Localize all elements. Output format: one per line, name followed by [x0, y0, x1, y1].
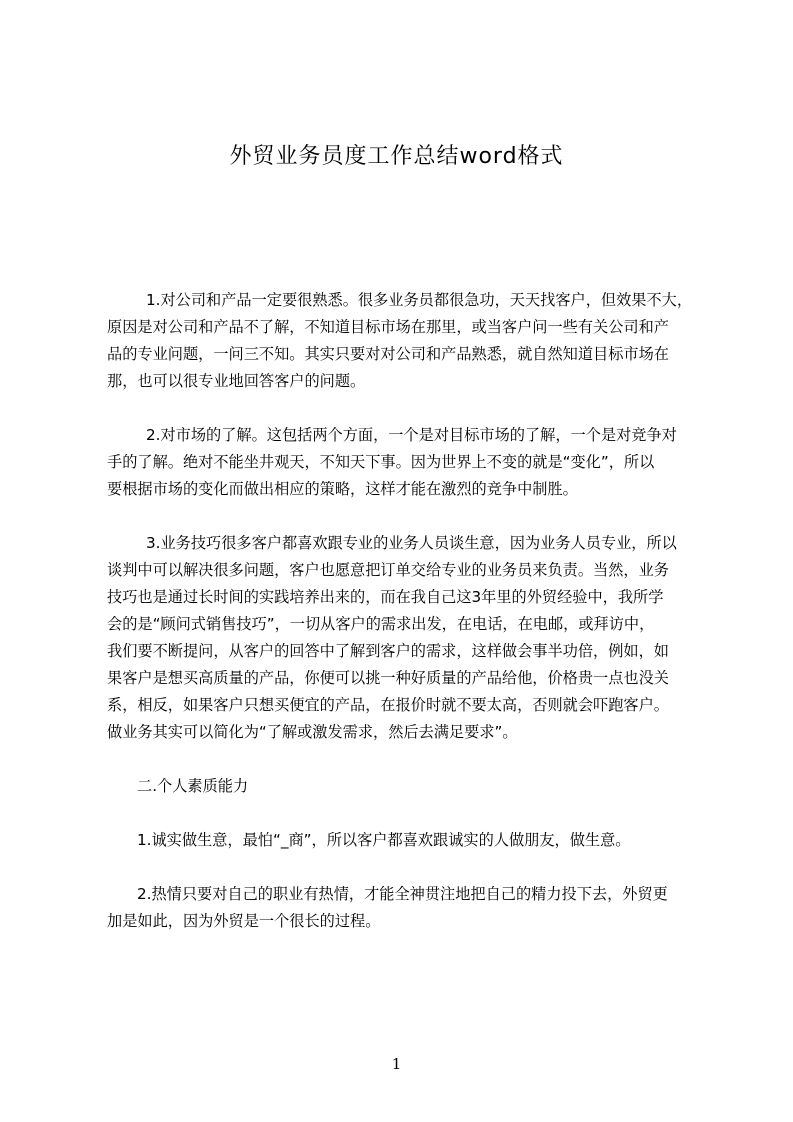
paragraph-1-line-3: 品的专业问题，一问三不知。其实只要对对公司和产品熟悉，就自然知道目标市场在	[107, 345, 669, 363]
paragraph-3-line-1: 3.业务技巧很多客户都喜欢跟专业的业务人员谈生意，因为业务人员专业，所以	[146, 534, 677, 552]
page-number: 1	[391, 1055, 402, 1073]
paragraph-3-line-7: 系，相反，如果客户只想买便宜的产品，在报价时就不要太高，否则就会吓跑客户。	[107, 696, 669, 714]
paragraph-2-line-3: 要根据市场的变化而做出相应的策略，这样才能在激烈的竞争中制胜。	[107, 480, 578, 498]
paragraph-6-line-2: 加是如此，因为外贸是一个很长的过程。	[107, 912, 381, 930]
paragraph-3-line-2: 谈判中可以解决很多问题，客户也愿意把订单交给专业的业务员来负责。当然，业务	[107, 561, 669, 579]
paragraph-3-line-8: 做业务其实可以简化为“了解或激发需求，然后去满足要求”。	[107, 723, 518, 741]
paragraph-3-line-3: 技巧也是通过长时间的实践培养出来的，而在我自己这3年里的外贸经验中，我所学	[107, 588, 664, 606]
paragraph-6-line-1: 2.热情只要对自己的职业有热情，才能全神贯注地把自己的精力投下去，外贸更	[137, 885, 668, 903]
paragraph-3-line-6: 果客户是想买高质量的产品，你便可以挑一种好质量的产品给他，价格贵一点也没关	[107, 669, 669, 687]
paragraph-2-line-1: 2.对市场的了解。这包括两个方面，一个是对目标市场的了解，一个是对竞争对	[146, 426, 677, 444]
document-title: 外贸业务员度工作总结word格式	[229, 144, 564, 169]
section-heading: 二.个人素质能力	[137, 777, 249, 795]
paragraph-1-line-2: 原因是对公司和产品不了解，不知道目标市场在那里，或当客户问一些有关公司和产	[107, 318, 669, 336]
paragraph-3-line-4: 会的是“顾问式销售技巧”，一切从客户的需求出发，在电话，在电邮，或拜访中，	[107, 615, 655, 633]
paragraph-2-line-2: 手的了解。绝对不能坐井观天，不知天下事。因为世界上不变的就是“变化”，所以	[107, 453, 655, 471]
paragraph-5-line-1: 1.诚实做生意，最怕“_商”，所以客户都喜欢跟诚实的人做朋友，做生意。	[137, 831, 631, 849]
paragraph-3-line-5: 我们要不断提问，从客户的回答中了解到客户的需求，这样做会事半功倍，例如，如	[107, 642, 669, 660]
paragraph-1-line-4: 那，也可以很专业地回答客户的问题。	[107, 372, 366, 390]
paragraph-1-line-1: 1.对公司和产品一定要很熟悉。很多业务员都很急功，天天找客户，但效果不大，	[146, 291, 693, 309]
